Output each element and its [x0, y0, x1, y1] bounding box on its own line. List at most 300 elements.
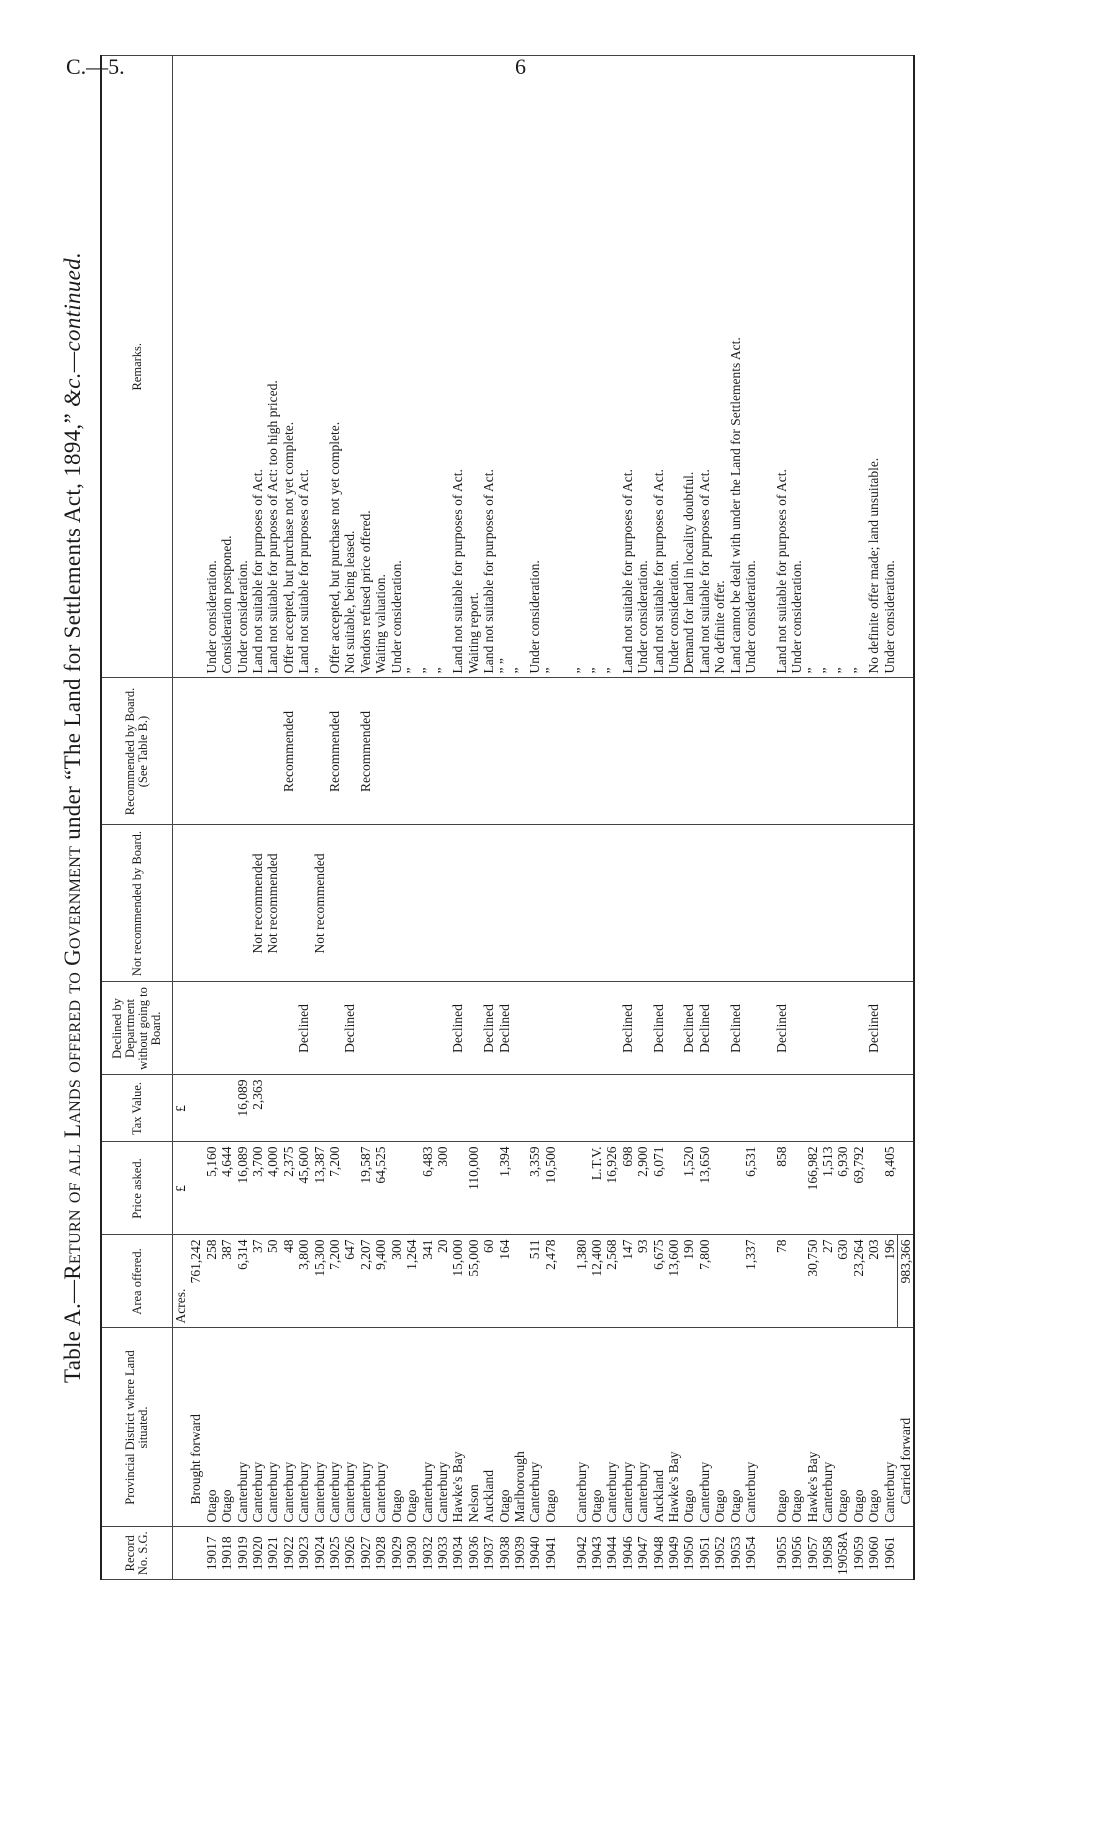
cell-not-recommended	[851, 825, 866, 982]
cell-declined	[312, 982, 327, 1075]
cell-area-offered: 12,400	[589, 1235, 604, 1328]
table-row	[512, 56, 527, 1580]
cell-remarks: ”	[604, 56, 619, 679]
col-remarks: Remarks.	[101, 56, 173, 679]
cell-record-no: 19027	[358, 1527, 373, 1580]
cell-tax-value	[543, 1075, 558, 1142]
cell-declined	[589, 982, 604, 1075]
table-row	[327, 56, 342, 1580]
cell-area-offered: 20	[435, 1235, 450, 1328]
cell-remarks: Under consideration.	[635, 56, 650, 679]
cell-district: Marlborough	[512, 1328, 527, 1527]
cell-declined: Declined	[681, 982, 696, 1075]
brought-forward-area: 761,242	[188, 1235, 203, 1328]
cell-recommended	[805, 678, 820, 825]
cell-declined: Declined	[774, 982, 789, 1075]
cell-not-recommended	[805, 825, 820, 982]
cell-record-no: 19020	[250, 1527, 265, 1580]
table-row	[265, 56, 280, 1580]
cell-not-recommended	[497, 825, 512, 982]
cell-price-asked: 3,359	[527, 1142, 542, 1235]
cell-declined	[420, 982, 435, 1075]
cell-district: Hawke's Bay	[450, 1328, 465, 1527]
cell-district: Canterbury	[620, 1328, 635, 1527]
cell-tax-value	[342, 1075, 357, 1142]
cell-tax-value	[712, 1075, 727, 1142]
cell-recommended	[497, 678, 512, 825]
table-row	[604, 56, 619, 1580]
cell-declined: Declined	[651, 982, 666, 1075]
cell-tax-value	[681, 1075, 696, 1142]
cell-recommended	[820, 678, 835, 825]
cell-district: Canterbury	[296, 1328, 311, 1527]
table-row	[851, 56, 866, 1580]
cell-price-asked: 698	[620, 1142, 635, 1235]
cell-declined	[235, 982, 250, 1075]
cell-price-asked: 3,700	[250, 1142, 265, 1235]
cell-record-no: 19025	[327, 1527, 342, 1580]
cell-not-recommended	[435, 825, 450, 982]
cell-tax-value	[512, 1075, 527, 1142]
cell-price-asked: 7,200	[327, 1142, 342, 1235]
cell-record-no: 19026	[342, 1527, 357, 1580]
cell-tax-value: 2,363	[250, 1075, 265, 1142]
carried-forward-area: 983,366	[898, 1235, 915, 1328]
col-price: Price asked.	[101, 1142, 173, 1235]
cell-price-asked: 6,531	[743, 1142, 758, 1235]
cell-remarks: ”	[420, 56, 435, 679]
cell-record-no: 19019	[235, 1527, 250, 1580]
cell-tax-value	[389, 1075, 404, 1142]
cell-not-recommended	[743, 825, 758, 982]
cell-tax-value	[604, 1075, 619, 1142]
cell-price-asked	[728, 1142, 743, 1235]
cell-district: Auckland	[651, 1328, 666, 1527]
cell-area-offered: 1,337	[743, 1235, 758, 1328]
table-row	[743, 56, 758, 1580]
cell-record-no: 19039	[512, 1527, 527, 1580]
cell-remarks: ” ”	[497, 56, 512, 679]
cell-declined	[527, 982, 542, 1075]
cell-area-offered	[789, 1235, 804, 1328]
cell-remarks: Under consideration.	[882, 56, 898, 679]
cell-area-offered: 9,400	[373, 1235, 388, 1328]
cell-record-no: 19044	[604, 1527, 619, 1580]
cell-area-offered: 190	[681, 1235, 696, 1328]
cell-price-asked	[666, 1142, 681, 1235]
cell-recommended	[620, 678, 635, 825]
cell-area-offered: 1,380	[574, 1235, 589, 1328]
table-row	[697, 56, 712, 1580]
cell-not-recommended	[481, 825, 496, 982]
cell-price-asked	[342, 1142, 357, 1235]
cell-declined	[389, 982, 404, 1075]
cell-district: Otago	[851, 1328, 866, 1527]
cell-record-no: 19051	[697, 1527, 712, 1580]
col-tax: Tax Value.	[101, 1075, 173, 1142]
cell-not-recommended	[204, 825, 219, 982]
cell-declined	[204, 982, 219, 1075]
cell-recommended	[712, 678, 727, 825]
cell-remarks: No definite offer.	[712, 56, 727, 679]
cell-record-no: 19049	[666, 1527, 681, 1580]
cell-tax-value	[774, 1075, 789, 1142]
cell-area-offered: 258	[204, 1235, 219, 1328]
cell-area-offered: 6,314	[235, 1235, 250, 1328]
cell-area-offered: 93	[635, 1235, 650, 1328]
cell-declined	[543, 982, 558, 1075]
cell-not-recommended	[450, 825, 465, 982]
title-prefix: Table A.—	[60, 1279, 85, 1383]
cell-price-asked: 4,000	[265, 1142, 280, 1235]
cell-remarks: ”	[312, 56, 327, 679]
cell-area-offered: 27	[820, 1235, 835, 1328]
cell-area-offered: 78	[774, 1235, 789, 1328]
cell-tax-value	[527, 1075, 542, 1142]
cell-recommended	[774, 678, 789, 825]
cell-record-no: 19038	[497, 1527, 512, 1580]
cell-district: Canterbury	[420, 1328, 435, 1527]
cell-remarks: ”	[543, 56, 558, 679]
table-row	[835, 56, 850, 1580]
brought-forward-label: Brought forward	[188, 1328, 203, 1527]
cell-tax-value	[466, 1075, 481, 1142]
cell-area-offered: 13,600	[666, 1235, 681, 1328]
cell-declined: Declined	[450, 982, 465, 1075]
cell-recommended	[789, 678, 804, 825]
cell-remarks: ”	[851, 56, 866, 679]
cell-not-recommended	[635, 825, 650, 982]
cell-record-no: 19052	[712, 1527, 727, 1580]
carried-forward-label: Carried forward	[898, 1328, 915, 1527]
cell-tax-value	[620, 1075, 635, 1142]
table-row	[589, 56, 604, 1580]
cell-not-recommended	[281, 825, 296, 982]
cell-area-offered: 1,264	[404, 1235, 419, 1328]
cell-area-offered: 2,568	[604, 1235, 619, 1328]
cell-remarks: Under consideration.	[527, 56, 542, 679]
tax-unit: £	[173, 1075, 189, 1142]
cell-area-offered: 37	[250, 1235, 265, 1328]
cell-district: Canterbury	[358, 1328, 373, 1527]
cell-recommended: Recommended	[281, 678, 296, 825]
cell-recommended	[882, 678, 898, 825]
cell-not-recommended	[420, 825, 435, 982]
cell-not-recommended	[666, 825, 681, 982]
table-row	[728, 56, 743, 1580]
cell-tax-value	[820, 1075, 835, 1142]
cell-record-no: 19030	[404, 1527, 419, 1580]
cell-area-offered: 7,800	[697, 1235, 712, 1328]
cell-declined: Declined	[497, 982, 512, 1075]
cell-declined	[820, 982, 835, 1075]
cell-area-offered: 50	[265, 1235, 280, 1328]
cell-price-asked: 858	[774, 1142, 789, 1235]
page-number: 6	[515, 54, 526, 79]
cell-not-recommended	[697, 825, 712, 982]
price-unit: £	[173, 1142, 189, 1235]
cell-district: Canterbury	[604, 1328, 619, 1527]
cell-not-recommended	[620, 825, 635, 982]
cell-record-no: 19018	[219, 1527, 234, 1580]
cell-recommended	[589, 678, 604, 825]
cell-declined	[666, 982, 681, 1075]
cell-recommended	[543, 678, 558, 825]
cell-remarks: ”	[589, 56, 604, 679]
cell-remarks: Demand for land in locality doubtful.	[681, 56, 696, 679]
col-district: Provincial District where Land situated.	[101, 1328, 173, 1527]
cell-tax-value	[219, 1075, 234, 1142]
table-row	[527, 56, 542, 1580]
cell-district: Canterbury	[327, 1328, 342, 1527]
cell-recommended	[728, 678, 743, 825]
cell-remarks: Land not suitable for purposes of Act.	[250, 56, 265, 679]
cell-not-recommended	[404, 825, 419, 982]
cell-price-asked: 8,405	[882, 1142, 898, 1235]
cell-area-offered: 23,264	[851, 1235, 866, 1328]
title-continued: &c.—continued.	[60, 252, 85, 407]
cell-price-asked	[512, 1142, 527, 1235]
cell-not-recommended	[820, 825, 835, 982]
cell-record-no: 19060	[866, 1527, 881, 1580]
units-row	[173, 56, 189, 1580]
cell-tax-value	[296, 1075, 311, 1142]
cell-remarks: ”	[835, 56, 850, 679]
table-row	[481, 56, 496, 1580]
cell-price-asked	[450, 1142, 465, 1235]
cell-price-asked	[712, 1142, 727, 1235]
cell-district: Canterbury	[312, 1328, 327, 1527]
cell-declined	[604, 982, 619, 1075]
cell-not-recommended: Not recommended	[265, 825, 280, 982]
cell-district: Canterbury	[635, 1328, 650, 1527]
table-row	[497, 56, 512, 1580]
cell-not-recommended	[728, 825, 743, 982]
table-row	[373, 56, 388, 1580]
cell-record-no: 19056	[789, 1527, 804, 1580]
cell-price-asked: 45,600	[296, 1142, 311, 1235]
cell-not-recommended	[651, 825, 666, 982]
cell-area-offered: 196	[882, 1235, 898, 1328]
table-row	[866, 56, 881, 1580]
cell-not-recommended	[712, 825, 727, 982]
table-row	[651, 56, 666, 1580]
cell-tax-value	[635, 1075, 650, 1142]
table-row	[820, 56, 835, 1580]
cell-tax-value	[265, 1075, 280, 1142]
cell-record-no: 19054	[743, 1527, 758, 1580]
cell-not-recommended	[389, 825, 404, 982]
cell-remarks: Vendors refused price offered.	[358, 56, 373, 679]
table-body	[173, 56, 915, 1580]
cell-recommended	[651, 678, 666, 825]
header-row	[101, 56, 173, 1580]
table-row	[681, 56, 696, 1580]
cell-record-no: 19032	[420, 1527, 435, 1580]
cell-remarks: Consideration postponed.	[219, 56, 234, 679]
cell-tax-value	[851, 1075, 866, 1142]
title-small-caps: Return of all Lands offered to Government	[60, 845, 85, 1280]
cell-record-no: 19058A	[835, 1527, 850, 1580]
cell-price-asked: 19,587	[358, 1142, 373, 1235]
cell-price-asked: 16,926	[604, 1142, 619, 1235]
cell-declined: Declined	[620, 982, 635, 1075]
cell-remarks: Land not suitable for purposes of Act.	[296, 56, 311, 679]
cell-district: Otago	[404, 1328, 419, 1527]
cell-area-offered: 48	[281, 1235, 296, 1328]
cell-remarks: ”	[512, 56, 527, 679]
col-declined: Declined by Department without going to Board.	[101, 982, 173, 1075]
cell-district: Canterbury	[743, 1328, 758, 1527]
brought-forward-row	[188, 56, 203, 1580]
cell-price-asked: 13,387	[312, 1142, 327, 1235]
cell-record-no: 19050	[681, 1527, 696, 1580]
cell-recommended	[296, 678, 311, 825]
cell-not-recommended: Not recommended	[312, 825, 327, 982]
cell-remarks: ”	[820, 56, 835, 679]
table-row	[435, 56, 450, 1580]
col-not-recommended: Not recommended by Board.	[101, 825, 173, 982]
cell-tax-value	[497, 1075, 512, 1142]
cell-record-no: 19048	[651, 1527, 666, 1580]
table-row	[420, 56, 435, 1580]
cell-recommended	[219, 678, 234, 825]
cell-recommended	[681, 678, 696, 825]
cell-tax-value	[420, 1075, 435, 1142]
cell-record-no: 19042	[574, 1527, 589, 1580]
cell-recommended	[635, 678, 650, 825]
cell-declined	[281, 982, 296, 1075]
cell-tax-value	[204, 1075, 219, 1142]
col-recommended: Recommended by Board. (See Table B.)	[101, 678, 173, 825]
cell-recommended	[604, 678, 619, 825]
cell-tax-value	[481, 1075, 496, 1142]
cell-price-asked: 166,982	[805, 1142, 820, 1235]
cell-price-asked	[866, 1142, 881, 1235]
cell-not-recommended	[681, 825, 696, 982]
cell-recommended	[512, 678, 527, 825]
table-row	[666, 56, 681, 1580]
table-row	[250, 56, 265, 1580]
cell-area-offered: 164	[497, 1235, 512, 1328]
cell-declined	[327, 982, 342, 1075]
spacer-row	[558, 56, 573, 1580]
cell-price-asked: 110,000	[466, 1142, 481, 1235]
cell-district: Otago	[728, 1328, 743, 1527]
cell-recommended	[866, 678, 881, 825]
cell-district: Otago	[866, 1328, 881, 1527]
cell-recommended	[204, 678, 219, 825]
cell-not-recommended	[882, 825, 898, 982]
cell-price-asked	[481, 1142, 496, 1235]
cell-price-asked: 300	[435, 1142, 450, 1235]
cell-remarks: Land not suitable for purposes of Act.	[481, 56, 496, 679]
cell-not-recommended	[327, 825, 342, 982]
table-row	[543, 56, 558, 1580]
cell-not-recommended	[342, 825, 357, 982]
cell-price-asked: 6,483	[420, 1142, 435, 1235]
cell-area-offered: 7,200	[327, 1235, 342, 1328]
cell-district: Hawke's Bay	[666, 1328, 681, 1527]
cell-district: Auckland	[481, 1328, 496, 1527]
cell-not-recommended	[774, 825, 789, 982]
cell-remarks: Land cannot be dealt with under the Land for Settlements Act.	[728, 56, 743, 679]
cell-declined	[789, 982, 804, 1075]
cell-not-recommended	[866, 825, 881, 982]
cell-recommended	[250, 678, 265, 825]
table-row	[342, 56, 357, 1580]
cell-remarks: Land not suitable for purposes of Act: too high priced.	[265, 56, 280, 679]
cell-area-offered: 300	[389, 1235, 404, 1328]
table-row	[281, 56, 296, 1580]
table-row	[450, 56, 465, 1580]
cell-recommended	[697, 678, 712, 825]
cell-area-offered	[512, 1235, 527, 1328]
cell-district: Otago	[219, 1328, 234, 1527]
cell-price-asked: 13,650	[697, 1142, 712, 1235]
cell-area-offered: 203	[866, 1235, 881, 1328]
table-row	[235, 56, 250, 1580]
cell-area-offered: 15,000	[450, 1235, 465, 1328]
cell-tax-value	[866, 1075, 881, 1142]
cell-record-no: 19034	[450, 1527, 465, 1580]
cell-recommended	[404, 678, 419, 825]
cell-remarks: No definite offer made; land unsuitable.	[866, 56, 881, 679]
cell-record-no: 19037	[481, 1527, 496, 1580]
cell-declined	[265, 982, 280, 1075]
cell-record-no: 19021	[265, 1527, 280, 1580]
cell-price-asked: 2,900	[635, 1142, 650, 1235]
col-area: Area offered.	[101, 1235, 173, 1328]
cell-tax-value	[373, 1075, 388, 1142]
cell-not-recommended	[574, 825, 589, 982]
cell-area-offered: 60	[481, 1235, 496, 1328]
cell-area-offered: 30,750	[805, 1235, 820, 1328]
table-row	[882, 56, 898, 1580]
table-title	[60, 55, 86, 1580]
cell-tax-value	[358, 1075, 373, 1142]
cell-record-no: 19057	[805, 1527, 820, 1580]
cell-declined	[512, 982, 527, 1075]
cell-recommended	[265, 678, 280, 825]
cell-not-recommended	[589, 825, 604, 982]
cell-district: Canterbury	[342, 1328, 357, 1527]
cell-recommended	[420, 678, 435, 825]
cell-record-no: 19058	[820, 1527, 835, 1580]
cell-declined: Declined	[342, 982, 357, 1075]
area-unit: Acres.	[173, 1235, 189, 1328]
table-row	[466, 56, 481, 1580]
cell-recommended	[312, 678, 327, 825]
cell-not-recommended	[219, 825, 234, 982]
cell-declined	[743, 982, 758, 1075]
cell-recommended	[851, 678, 866, 825]
cell-declined	[712, 982, 727, 1075]
cell-district: Canterbury	[820, 1328, 835, 1527]
cell-recommended	[466, 678, 481, 825]
table-row	[635, 56, 650, 1580]
cell-declined: Declined	[296, 982, 311, 1075]
cell-area-offered: 2,478	[543, 1235, 558, 1328]
cell-tax-value	[805, 1075, 820, 1142]
cell-recommended	[342, 678, 357, 825]
cell-record-no: 19041	[543, 1527, 558, 1580]
cell-remarks: Waiting valuation.	[373, 56, 388, 679]
cell-area-offered: 630	[835, 1235, 850, 1328]
cell-remarks: ”	[805, 56, 820, 679]
cell-price-asked: 4,644	[219, 1142, 234, 1235]
cell-tax-value	[574, 1075, 589, 1142]
